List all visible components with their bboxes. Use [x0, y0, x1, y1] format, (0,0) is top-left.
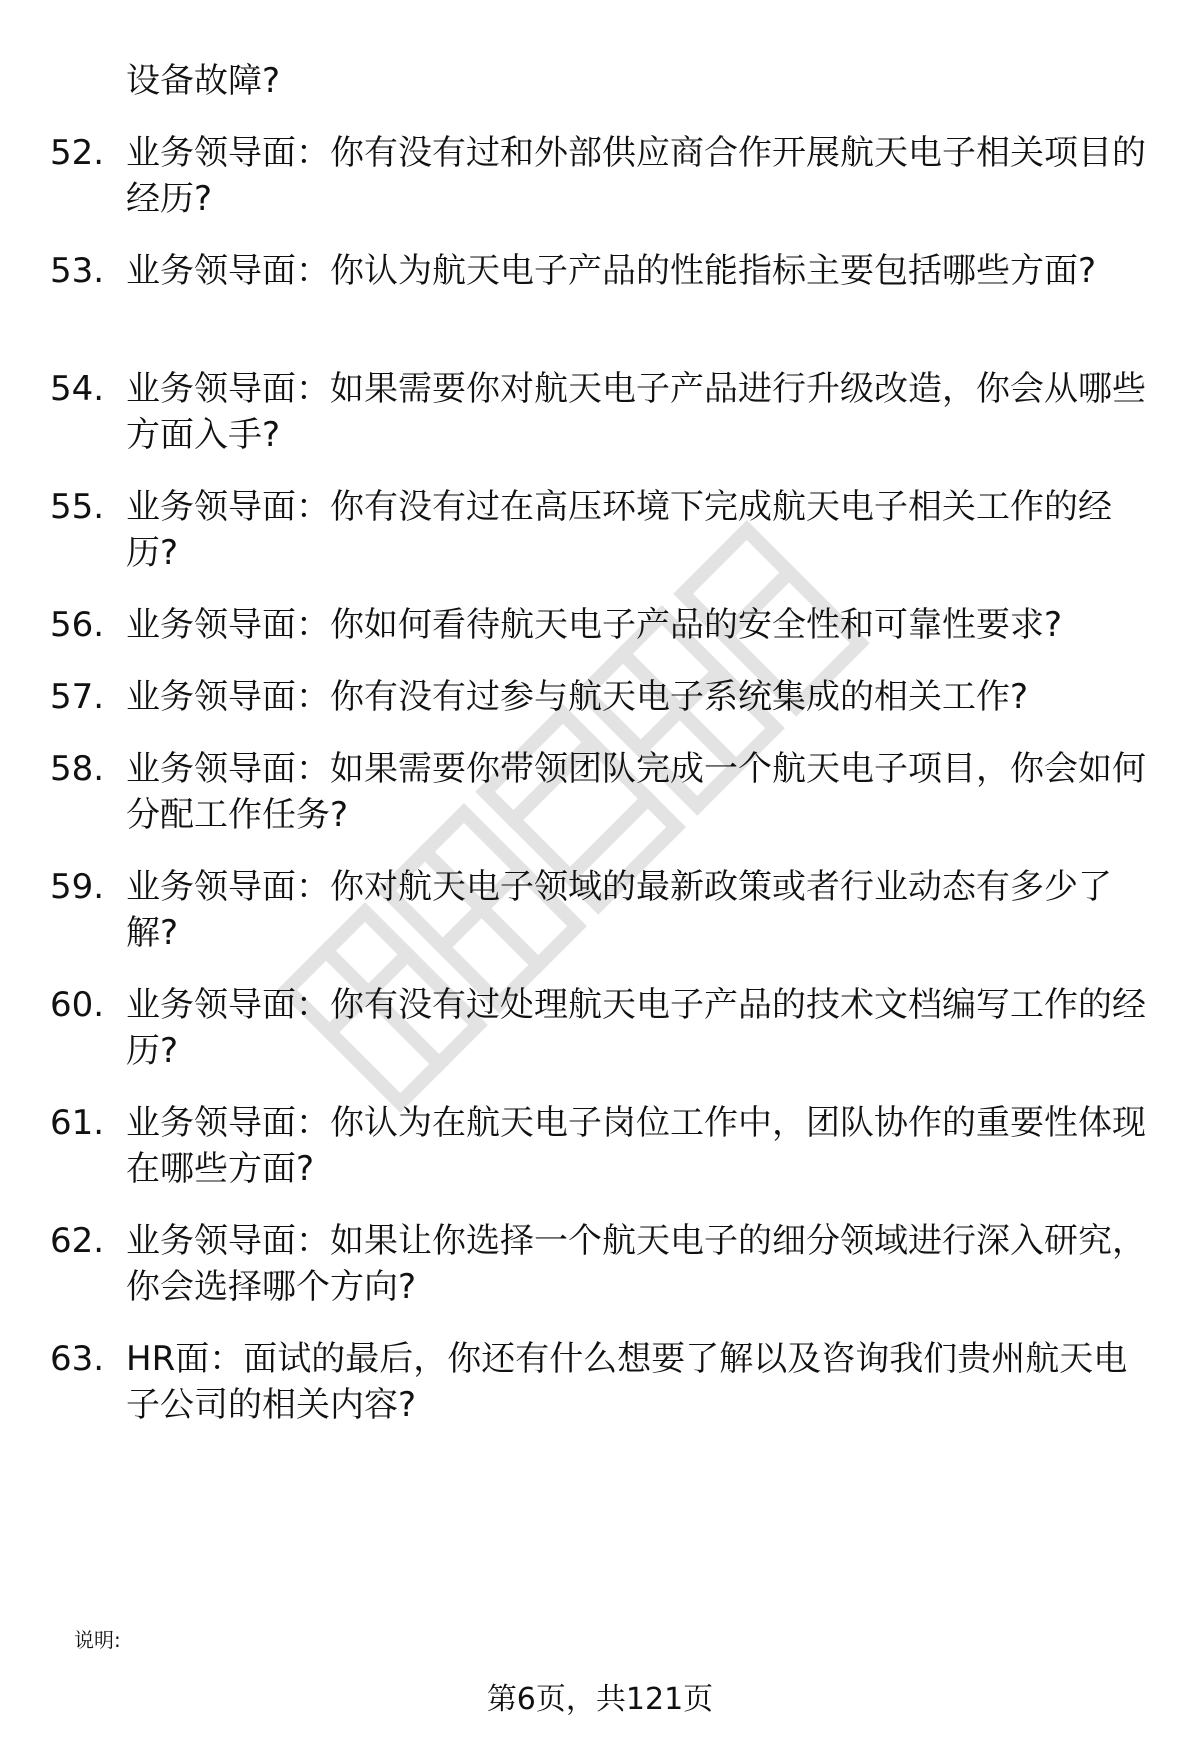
question-text: 业务领导面：你对航天电子领域的最新政策或者行业动态有多少了解?	[126, 867, 1112, 953]
question-number: 54.	[50, 369, 105, 409]
question-item	[50, 674, 1150, 720]
question-text: 业务领导面：你有没有过参与航天电子系统集成的相关工作?	[126, 677, 1029, 717]
question-item	[50, 1100, 1150, 1192]
question-number: 63.	[50, 1339, 105, 1379]
question-continuation: 设备故障?	[126, 61, 281, 101]
question-text: 业务领导面：你有没有过和外部供应商合作开展航天电子相关项目的经历?	[126, 133, 1146, 219]
page-number: 第6页，共121页	[486, 1682, 714, 1717]
question-item	[50, 982, 1150, 1074]
question-number: 62.	[50, 1221, 105, 1261]
question-item	[50, 484, 1150, 576]
question-item	[50, 366, 1150, 458]
question-text: 业务领导面：如果需要你带领团队完成一个航天电子项目，你会如何分配工作任务?	[126, 749, 1146, 835]
question-number: 55.	[50, 487, 105, 527]
question-text: 业务领导面：如果需要你对航天电子产品进行升级改造，你会从哪些方面入手?	[126, 369, 1146, 455]
footer-note-label: 说明:	[74, 1628, 121, 1652]
question-item	[50, 864, 1150, 956]
question-number: 56.	[50, 605, 105, 645]
question-item	[50, 602, 1150, 648]
question-number: 52.	[50, 133, 105, 173]
question-text: 业务领导面：你认为在航天电子岗位工作中，团队协作的重要性体现在哪些方面?	[126, 1103, 1146, 1189]
question-text: 业务领导面：如果让你选择一个航天电子的细分领域进行深入研究，你会选择哪个方向?	[126, 1221, 1146, 1307]
question-item	[50, 130, 1150, 222]
question-number: 61.	[50, 1103, 105, 1143]
question-text: 业务领导面：你有没有过在高压环境下完成航天电子相关工作的经历?	[126, 487, 1112, 573]
question-number: 57.	[50, 677, 105, 717]
question-item	[50, 1218, 1150, 1310]
question-number: 53.	[50, 251, 105, 291]
question-item	[50, 1336, 1150, 1428]
question-number: 58.	[50, 749, 105, 789]
question-text: HR面：面试的最后，你还有什么想要了解以及咨询我们贵州航天电子公司的相关内容?	[126, 1339, 1128, 1425]
question-item	[50, 248, 1150, 294]
question-text: 业务领导面：你如何看待航天电子产品的安全性和可靠性要求?	[126, 605, 1063, 645]
question-text: 业务领导面：你有没有过处理航天电子产品的技术文档编写工作的经历?	[126, 985, 1146, 1071]
question-text: 业务领导面：你认为航天电子产品的性能指标主要包括哪些方面?	[126, 251, 1097, 291]
question-item	[50, 746, 1150, 838]
question-number: 60.	[50, 985, 105, 1025]
question-number: 59.	[50, 867, 105, 907]
